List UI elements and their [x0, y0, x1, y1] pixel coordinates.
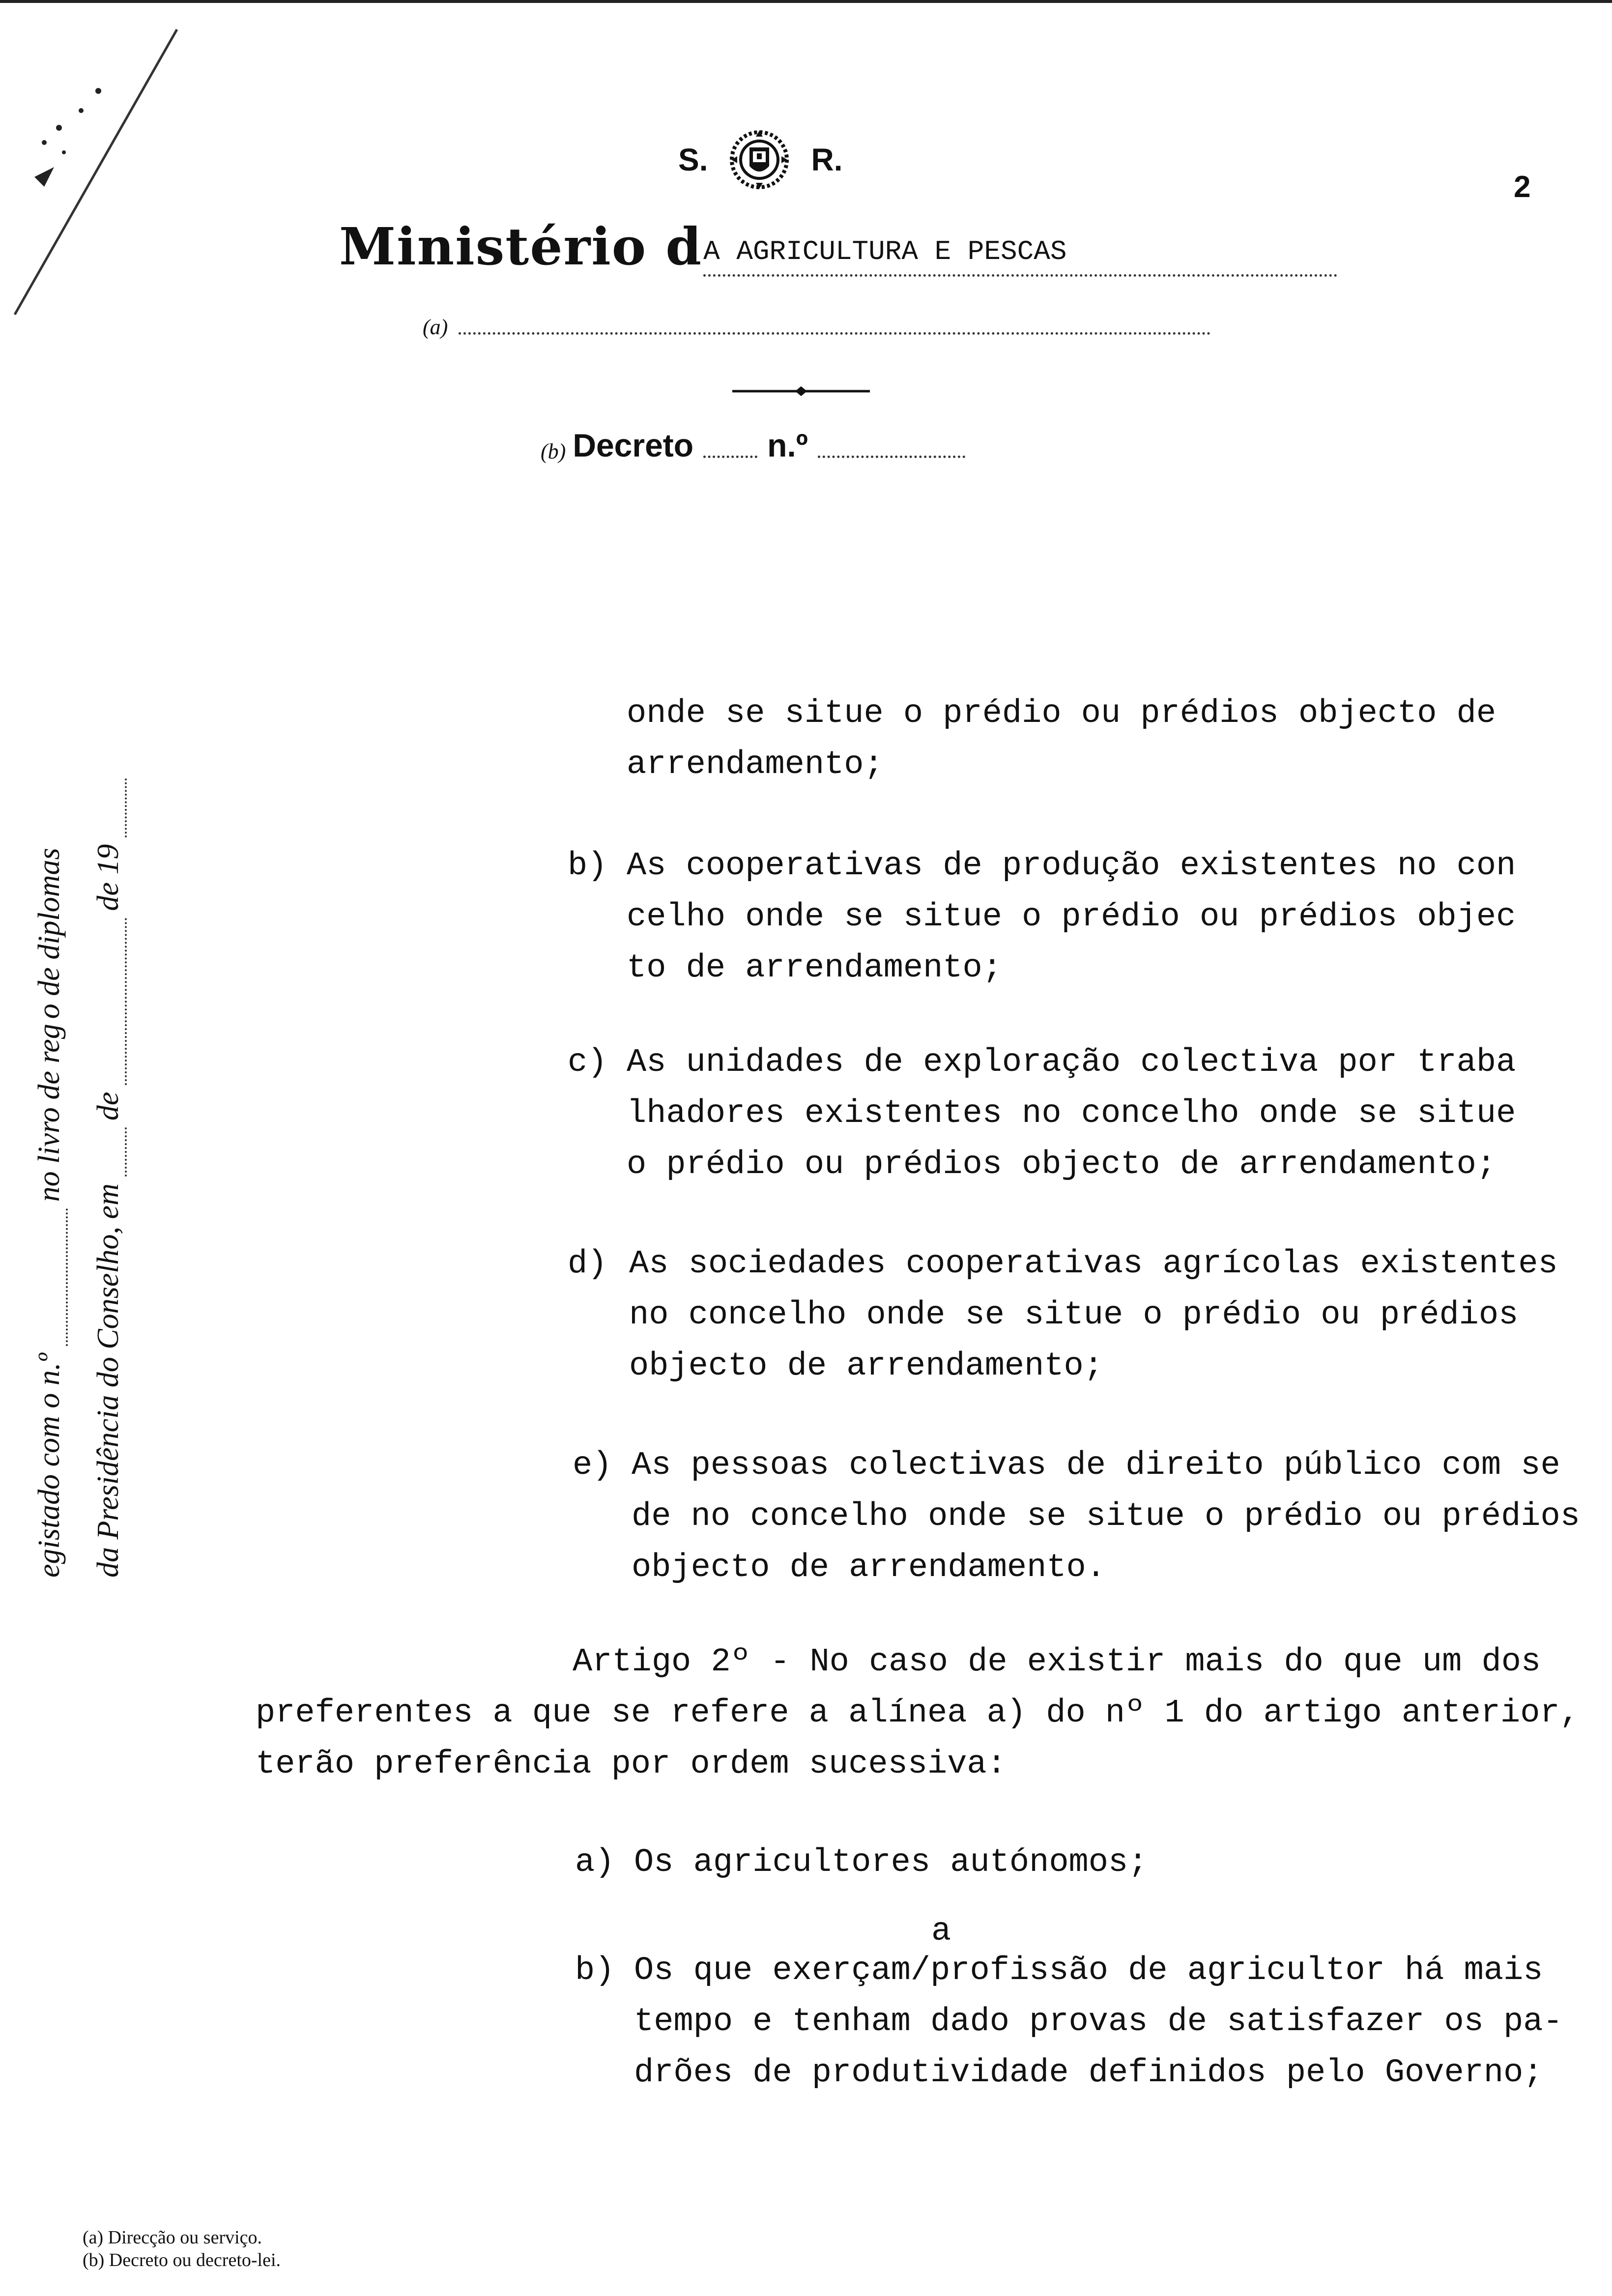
item-c-line-3: o prédio ou prédios objecto de arrendamento; — [627, 1146, 1497, 1183]
item-d-line-3: objecto de arrendamento; — [629, 1348, 1103, 1385]
registration-text-1a: egistado com o n.º — [32, 1353, 66, 1578]
ornamental-divider — [727, 381, 875, 401]
item-c-line-2: lhadores existentes no concelho onde se situe — [627, 1095, 1516, 1132]
ministry-department: A AGRICULTURA E PESCAS — [703, 236, 1337, 277]
sub-item-b-line-1: Os que exerçam/profissão de agricultor há mais — [634, 1952, 1543, 1989]
intro-line-2: arrendamento; — [627, 746, 884, 783]
direction-line — [423, 315, 1210, 340]
direction-marker: (a) — [423, 315, 448, 339]
top-border-line — [0, 0, 1612, 3]
registration-text-1b: no livro de reg — [32, 1024, 66, 1202]
item-d-line-2: no concelho onde se situe o prédio ou prédios — [629, 1296, 1519, 1334]
article-line-2: preferentes a que se refere a alínea a) do nº 1 do artigo anterior, — [256, 1694, 1580, 1732]
sub-item-a-line-1: Os agricultores autónomos; — [634, 1844, 1148, 1881]
registration-blank-year — [125, 778, 127, 837]
registration-line-2 — [79, 595, 138, 1578]
ministry-label: Ministério d — [339, 216, 703, 277]
ministry-heading — [339, 216, 1337, 277]
registration-text-1c: o de diplomas — [32, 848, 66, 1019]
header-letter-r: R. — [811, 142, 843, 177]
coat-of-arms-icon — [727, 128, 791, 192]
item-e-line-2: de no concelho onde se situe o prédio ou prédios — [632, 1498, 1580, 1535]
sub-item-b-line-3: drões de produtividade definidos pelo Governo; — [634, 2054, 1543, 2092]
item-e-label: e) — [573, 1447, 612, 1484]
article-line-1: Artigo 2º - No caso de existir mais do que um dos — [573, 1643, 1541, 1681]
footnotes — [83, 2226, 281, 2271]
registration-text-2a: da Presidência do Conselho, em — [91, 1183, 125, 1578]
item-b-line-3: to de arrendamento; — [627, 949, 1002, 987]
item-d-line-1: As sociedades cooperativas agrícolas existentes — [629, 1245, 1558, 1283]
decree-line — [541, 427, 965, 464]
decree-number-blank — [818, 456, 965, 458]
registration-line-1 — [20, 595, 79, 1578]
handwritten-insertion: a — [931, 1913, 951, 1950]
footnote-b: (b) Decreto ou decreto-lei. — [83, 2250, 281, 2270]
sub-item-b-line-2: tempo e tenham dado provas de satisfazer os pa- — [634, 2003, 1563, 2040]
registration-blank-day — [125, 1127, 127, 1177]
republic-header — [678, 125, 842, 194]
decree-marker: (b) — [541, 439, 566, 463]
sub-item-b-label: b) — [575, 1952, 615, 1989]
item-c-label: c) — [568, 1044, 607, 1081]
item-c-line-1: As unidades de exploração colectiva por traba — [627, 1044, 1516, 1081]
registration-blank-number — [66, 1208, 68, 1346]
decree-number-label: n.º — [767, 427, 808, 463]
registration-blank-month — [125, 918, 127, 1085]
item-d-label: d) — [568, 1245, 607, 1283]
article-line-3: terão preferência por ordem sucessiva: — [256, 1746, 1007, 1783]
item-e-line-3: objecto de arrendamento. — [632, 1549, 1106, 1586]
item-e-line-1: As pessoas colectivas de direito público com se — [632, 1447, 1560, 1484]
item-b-line-2: celho onde se situe o prédio ou prédios objec — [627, 898, 1516, 936]
direction-blank — [459, 332, 1210, 335]
decree-label: Decreto — [573, 427, 694, 463]
item-b-label: b) — [568, 847, 607, 885]
page-number: 2 — [1514, 170, 1531, 204]
margin-ink-specks — [25, 74, 113, 201]
decree-type-blank — [703, 456, 757, 458]
registration-margin-note — [20, 595, 202, 1578]
footnote-a: (a) Direcção ou serviço. — [83, 2227, 262, 2248]
registration-text-2c: de 19 — [91, 844, 125, 911]
item-b-line-1: As cooperativas de produção existentes no con — [627, 847, 1516, 885]
header-letter-s: S. — [678, 142, 708, 177]
intro-line-1: onde se situe o prédio ou prédios objecto de — [627, 695, 1497, 732]
sub-item-a-label: a) — [575, 1844, 615, 1881]
registration-text-2b: de — [91, 1091, 125, 1121]
